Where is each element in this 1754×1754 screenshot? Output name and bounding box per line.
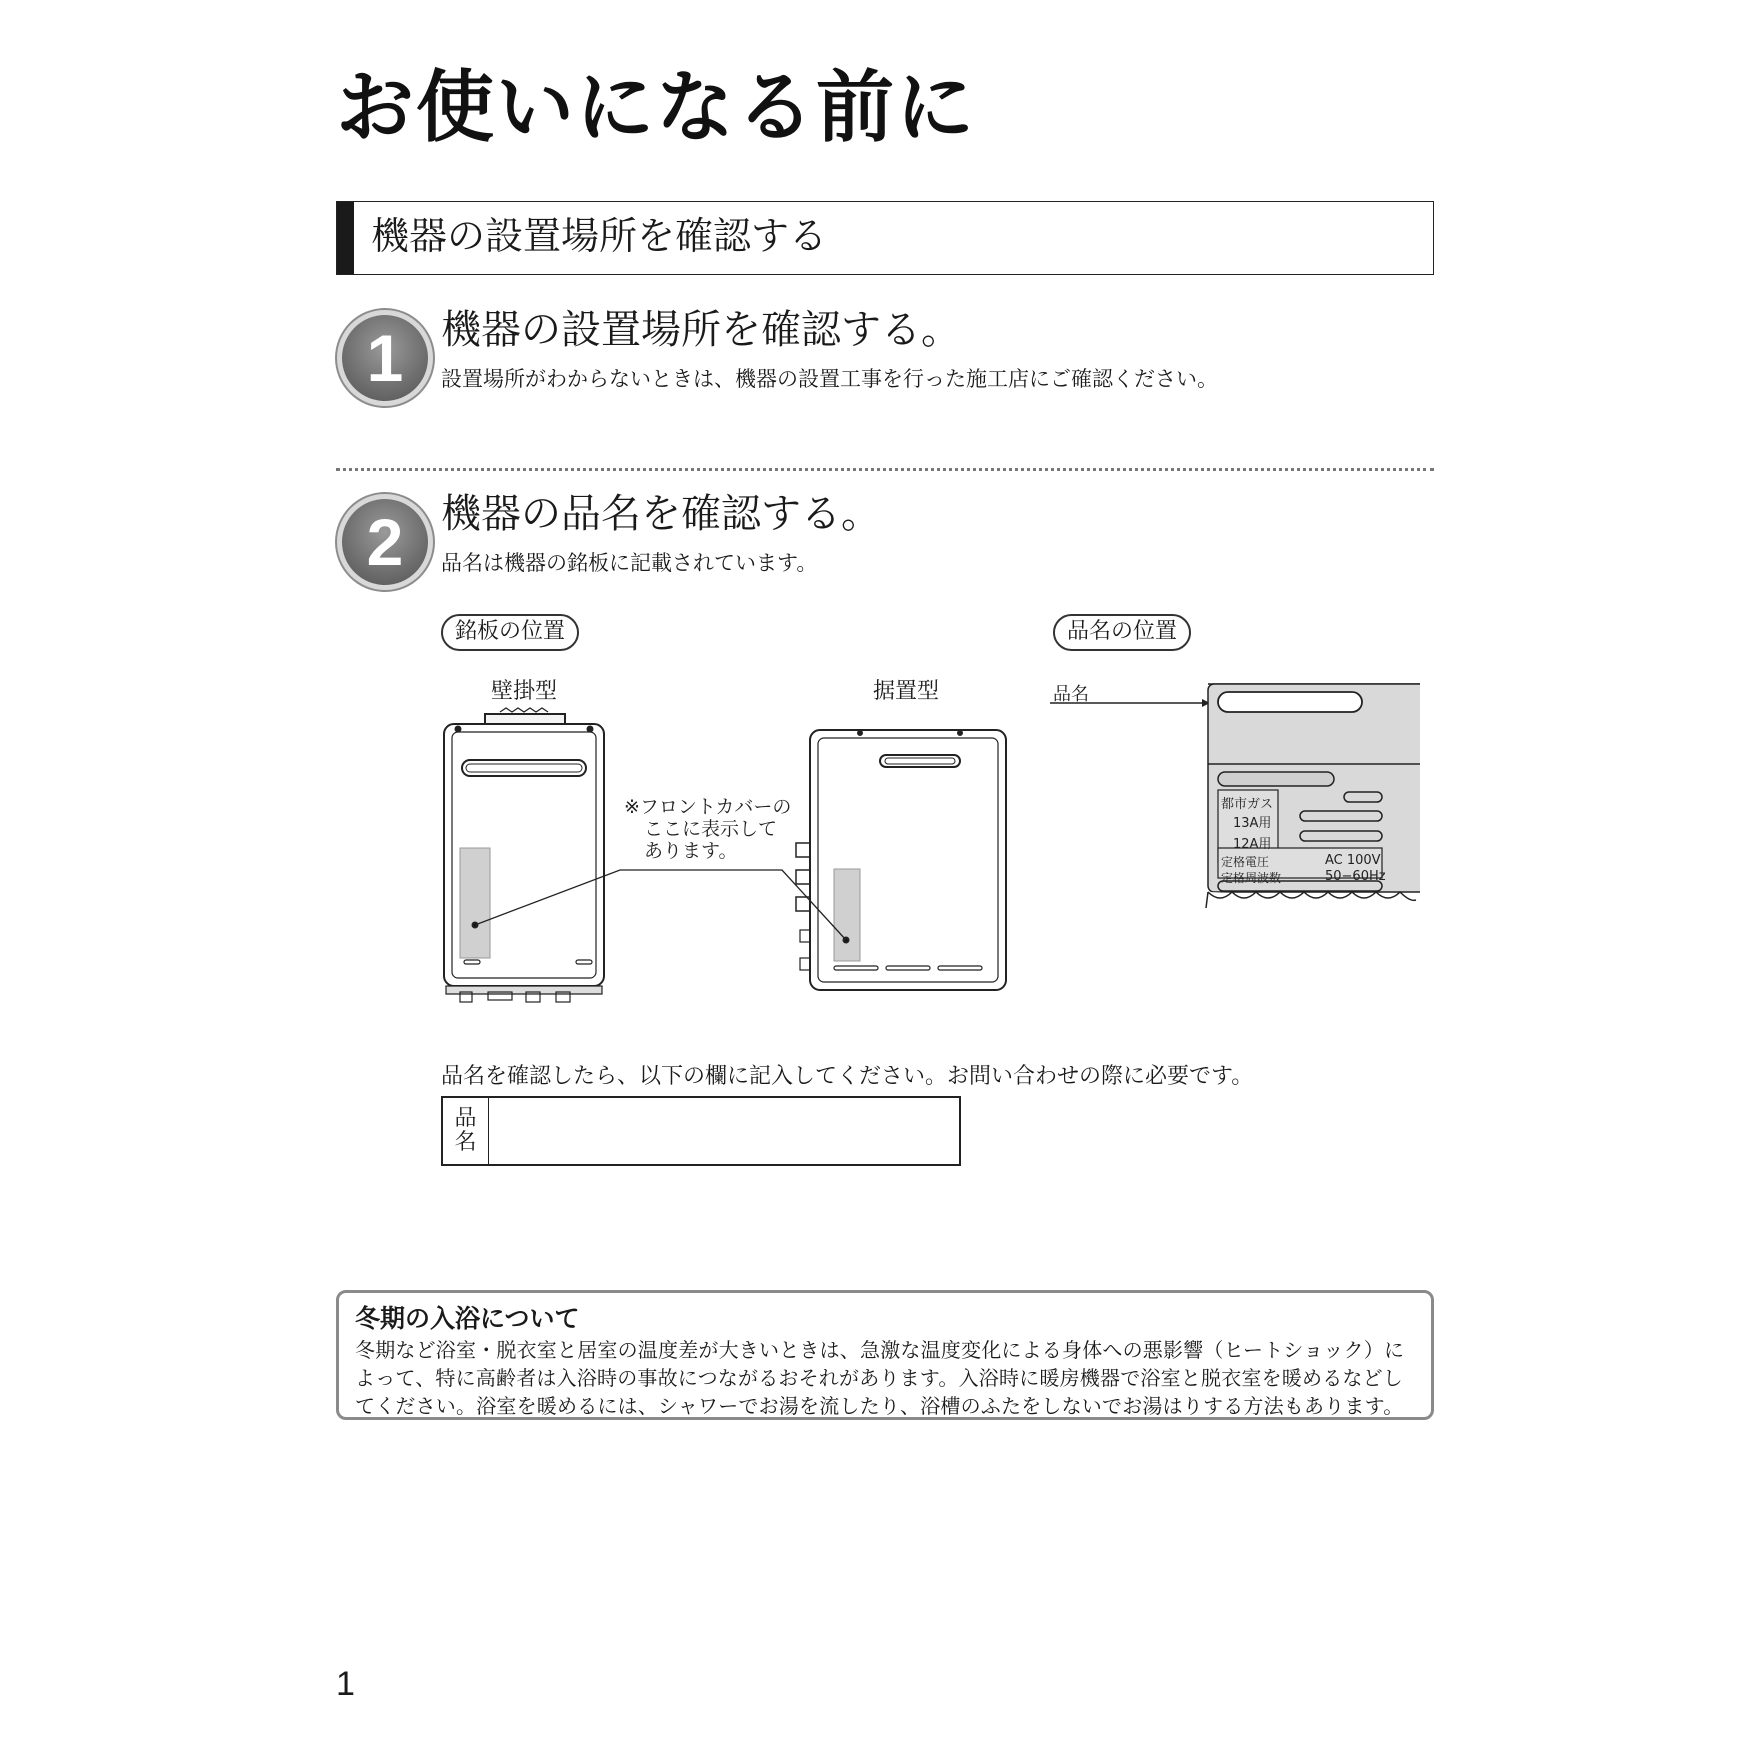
winter-bathing-notice (336, 1290, 1434, 1420)
front-cover-note-line: あります。 (644, 840, 738, 862)
floor-type-label: 据置型 (873, 679, 940, 704)
step-2-number-badge: 2 (337, 494, 433, 590)
plate-12a: 12A用 (1233, 837, 1272, 852)
plate-rated-voltage-label: 定格電圧 (1221, 855, 1270, 869)
notice-line: てください。浴室を暖めるには、シャワーでお湯を流したり、浴槽のふたをしないでお湯はりする方法もあります。 (355, 1394, 1404, 1418)
step-1-description: 設置場所がわからないときは、機器の設置工事を行った施工店にご確認ください。 (441, 367, 1218, 391)
notice-line: よって、特に高齢者は入浴時の事故につながるおそれがあります。入浴時に暖房機器で浴室と脱衣室を暖めるなどし (355, 1366, 1403, 1390)
nameplate-position-label: 銘板の位置 (441, 614, 579, 651)
section-header (336, 201, 1434, 275)
plate-13a: 13A用 (1233, 816, 1272, 831)
plate-rated-frequency-label: 定格周波数 (1221, 871, 1282, 885)
form-instruction: 品名を確認したら、以下の欄に記入してください。お問い合わせの際に必要です。 (441, 1064, 1254, 1089)
front-cover-note-line: ※フロントカバーの (624, 796, 792, 818)
page-title: お使いになる前に (336, 63, 977, 153)
dotted-divider (336, 468, 1434, 471)
floor-standing-unit (796, 730, 1006, 990)
front-cover-note (624, 796, 791, 862)
section-header-bar (337, 202, 354, 274)
product-name-field-label-line: 品 (454, 1106, 477, 1131)
step-2-heading: 機器の品名を確認する。 (441, 491, 881, 537)
plate-rated-frequency-value: 50−60Hz (1325, 869, 1386, 884)
plate-city-gas: 都市ガス (1221, 797, 1274, 812)
page-number: 1 (336, 1665, 355, 1703)
product-name-field-label (443, 1098, 489, 1164)
product-name-position-label: 品名の位置 (1053, 614, 1191, 651)
step-1-number-badge: 1 (337, 310, 433, 406)
step-2-description: 品名は機器の銘板に記載されています。 (441, 551, 818, 575)
plate-product-name-label: 品名 (1053, 684, 1089, 705)
section-title: 機器の設置場所を確認する (371, 214, 828, 258)
notice-title: 冬期の入浴について (355, 1304, 580, 1333)
plate-rated-voltage-value: AC 100V (1325, 853, 1381, 868)
wall-mounted-unit (444, 708, 604, 1002)
step-1-heading: 機器の設置場所を確認する。 (441, 307, 961, 353)
front-cover-note-line: ここに表示して (644, 818, 778, 840)
product-name-field-label-line: 名 (454, 1130, 477, 1155)
notice-line: 冬期など浴室・脱衣室と居室の温度差が大きいときは、急激な温度変化による身体への悪影響（ヒートショック）に (355, 1338, 1405, 1362)
product-name-field[interactable] (441, 1096, 961, 1166)
wall-type-label: 壁掛型 (491, 679, 558, 704)
